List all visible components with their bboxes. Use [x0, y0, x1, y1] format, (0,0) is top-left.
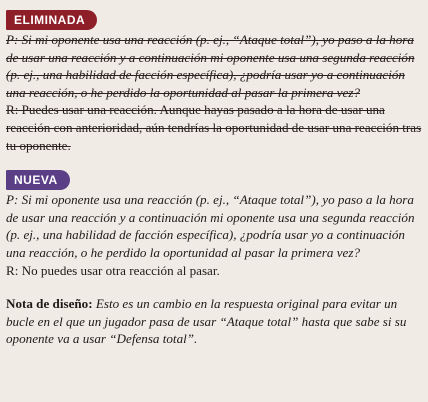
design-note-label: Nota de diseño:: [6, 296, 93, 312]
removed-entry: [6, 10, 422, 154]
removed-question: P: Si mi oponente usa una reacción (p. ej., “Ataque total”), yo paso a la hora de usar una reacción y a continuación mi oponente usa una segunda reacción (p. ej., una habilidad de facción específica), ¿podría usar yo a continuación una reacción, o he perdido la oportunidad al pasar la primera vez?: [6, 32, 415, 100]
design-note: [6, 295, 422, 348]
new-entry: [6, 154, 422, 279]
removed-badge: ELIMINADA: [6, 10, 97, 30]
new-badge: NUEVA: [6, 170, 70, 190]
new-answer: R: No puedes usar otra reacción al pasar.: [6, 262, 220, 278]
removed-answer: R: Puedes usar una reacción. Aunque hayas pasado a la hora de usar una reacción con anterioridad, aún tendrías la oportunidad de usar una reacción tras tu oponente.: [6, 102, 422, 153]
design-note-text: Esto es un cambio en la respuesta original para evitar un bucle en el que un jugador pasa de usar “Ataque total” hasta que sabe si su oponente va a usar “Defensa total”.: [6, 296, 407, 347]
new-question: P: Si mi oponente usa una reacción (p. ej., “Ataque total”), yo paso a la hora de usar una reacción y a continuación mi oponente usa una segunda reacción (p. ej., una habilidad de facción específica), ¿podría usar yo a continuación una reacción, o he perdido la oportunidad al pasar la primera vez?: [6, 192, 415, 260]
